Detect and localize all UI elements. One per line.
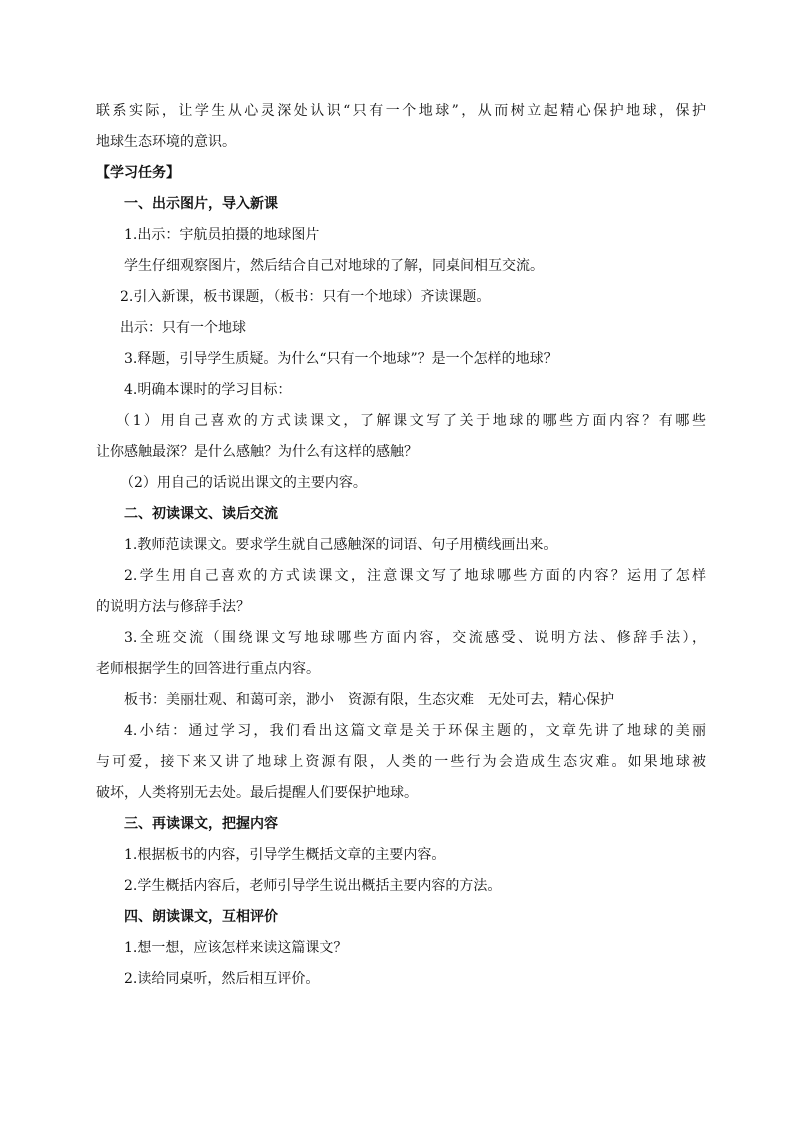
text-line: 1.根据板书的内容，引导学生概括文章的主要内容。 bbox=[124, 847, 446, 863]
text-line: （1）用自己喜欢的方式读课文，了解课文写了关于地球的哪些方面内容？有哪些 bbox=[116, 413, 706, 429]
text-line: 破坏，人类将别无去处。最后提醒人们要保护地球。 bbox=[96, 785, 418, 801]
section-heading: 四、朗读课文，互相评价 bbox=[124, 909, 278, 925]
text-line: 让你感触最深？是什么感触？为什么有这样的感触？ bbox=[96, 444, 418, 460]
section-heading: 三、再读课文，把握内容 bbox=[124, 816, 278, 832]
text-line: 2.引入新课，板书课题，（板书：只有一个地球）齐读课题。 bbox=[120, 289, 491, 305]
text-line: 联系实际，让学生从心灵深处认识“只有一个地球”，从而树立起精心保护地球，保护 bbox=[96, 103, 706, 119]
text-line: 1.出示：宇航员拍摄的地球图片 bbox=[124, 227, 320, 243]
text-line: 3.释题，引导学生质疑。为什么“只有一个地球”？是一个怎样的地球？ bbox=[124, 351, 558, 367]
section-heading: 一、出示图片，导入新课 bbox=[124, 196, 278, 212]
text-line: 老师根据学生的回答进行重点内容。 bbox=[96, 661, 320, 677]
text-line: 2.读给同桌听，然后相互评价。 bbox=[124, 971, 320, 987]
document-body bbox=[96, 96, 706, 995]
text-line: 出示：只有一个地球 bbox=[120, 320, 246, 336]
text-line: 3.全班交流（围绕课文写地球哪些方面内容，交流感受、说明方法、修辞手法）， bbox=[124, 630, 706, 646]
text-line: 4.小结：通过学习，我们看出这篇文章是关于环保主题的，文章先讲了地球的美丽 bbox=[124, 723, 706, 739]
document-page bbox=[96, 96, 706, 995]
text-line: 板书：美丽壮观、和蔼可亲，渺小 资源有限，生态灾难 无处可去，精心保护 bbox=[124, 692, 614, 708]
section-heading: 二、初读课文、读后交流 bbox=[124, 506, 278, 522]
text-line: 2.学生概括内容后，老师引导学生说出概括主要内容的方法。 bbox=[124, 878, 502, 894]
text-line: 4.明确本课时的学习目标： bbox=[124, 382, 292, 398]
text-line: 与可爱，接下来又讲了地球上资源有限，人类的一些行为会造成生态灾难。如果地球被 bbox=[96, 754, 706, 770]
text-line: 2.学生用自己喜欢的方式读课文，注意课文写了地球哪些方面的内容？运用了怎样 bbox=[124, 568, 706, 584]
section-heading: 【学习任务】 bbox=[96, 165, 180, 181]
text-line: 地球生态环境的意识。 bbox=[96, 134, 236, 150]
text-line: 学生仔细观察图片，然后结合自己对地球的了解，同桌间相互交流。 bbox=[124, 258, 544, 274]
text-line: （2）用自己的话说出课文的主要内容。 bbox=[120, 475, 367, 491]
text-line: 1.教师范读课文。要求学生就自己感触深的词语、句子用横线画出来。 bbox=[124, 537, 558, 553]
text-line: 的说明方法与修辞手法？ bbox=[96, 599, 250, 615]
text-line: 1.想一想，应该怎样来读这篇课文？ bbox=[124, 940, 348, 956]
